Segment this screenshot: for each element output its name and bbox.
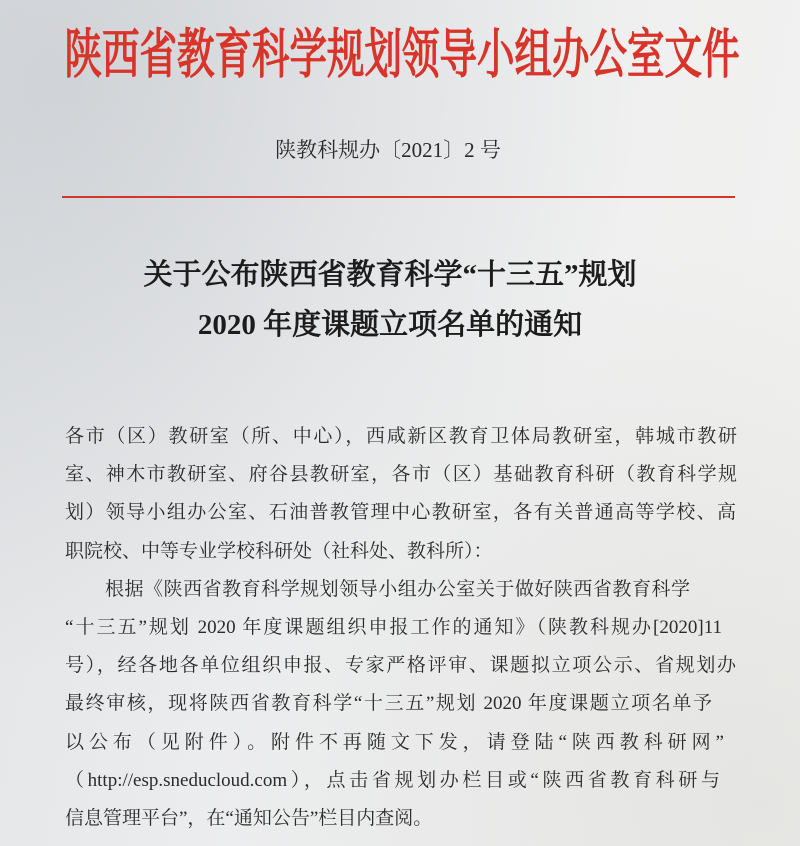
text-line: 最终审核，现将陕西省教育科学“十三五”规划 2020 年度课题立项名单予	[65, 693, 712, 715]
document-header-title: 陕西省教育科学规划领导小组办公室文件	[64, 27, 740, 86]
body-paragraph	[65, 571, 737, 838]
text-line: 职院校、中等专业学校科研处（社科处、教科所）：	[65, 540, 493, 562]
text-line: 各市（区）教研室（所、中心），西咸新区教育卫体局教研室，韩城市教研	[65, 426, 737, 447]
text-line: 划）领导小组办公室、石油普教管理中心教研室，各有关普通高等学校、高	[65, 502, 736, 524]
notice-title-line: 关于公布陕西省教育科学“十三五”规划	[143, 259, 637, 291]
text-line: “十三五”规划 2020 年度课题组织申报工作的通知》（陕教科规办[2020]11	[65, 617, 722, 639]
header-red-rule	[62, 196, 735, 198]
text-line: 号），经各地各单位组织申报、专家严格评审、课题拟立项公示、省规划办	[65, 655, 736, 677]
text-line: 信息管理平台”，在“通知公告”栏目内查阅。	[65, 808, 433, 830]
notice-title-line: 2020 年度课题立项名单的通知	[197, 309, 583, 341]
salutation-paragraph	[65, 418, 737, 571]
document-body	[65, 418, 737, 838]
text-line: 根据《陕西省教育科学规划领导小组办公室关于做好陕西省教育科学	[105, 578, 690, 600]
text-line: 室、神木市教研室、府谷县教研室，各市（区）基础教育科研（教育科学规	[65, 464, 737, 486]
notice-title	[0, 250, 780, 350]
text-line: （http://esp.sneducloud.com），点击省规划办栏目或“陕西省教育科研与	[65, 769, 720, 791]
document-number: 陕教科规办〔2021〕2 号	[275, 138, 501, 162]
text-line: 以公布（见附件）。附件不再随文下发，请登陆“陕西教科研网”	[65, 731, 724, 753]
